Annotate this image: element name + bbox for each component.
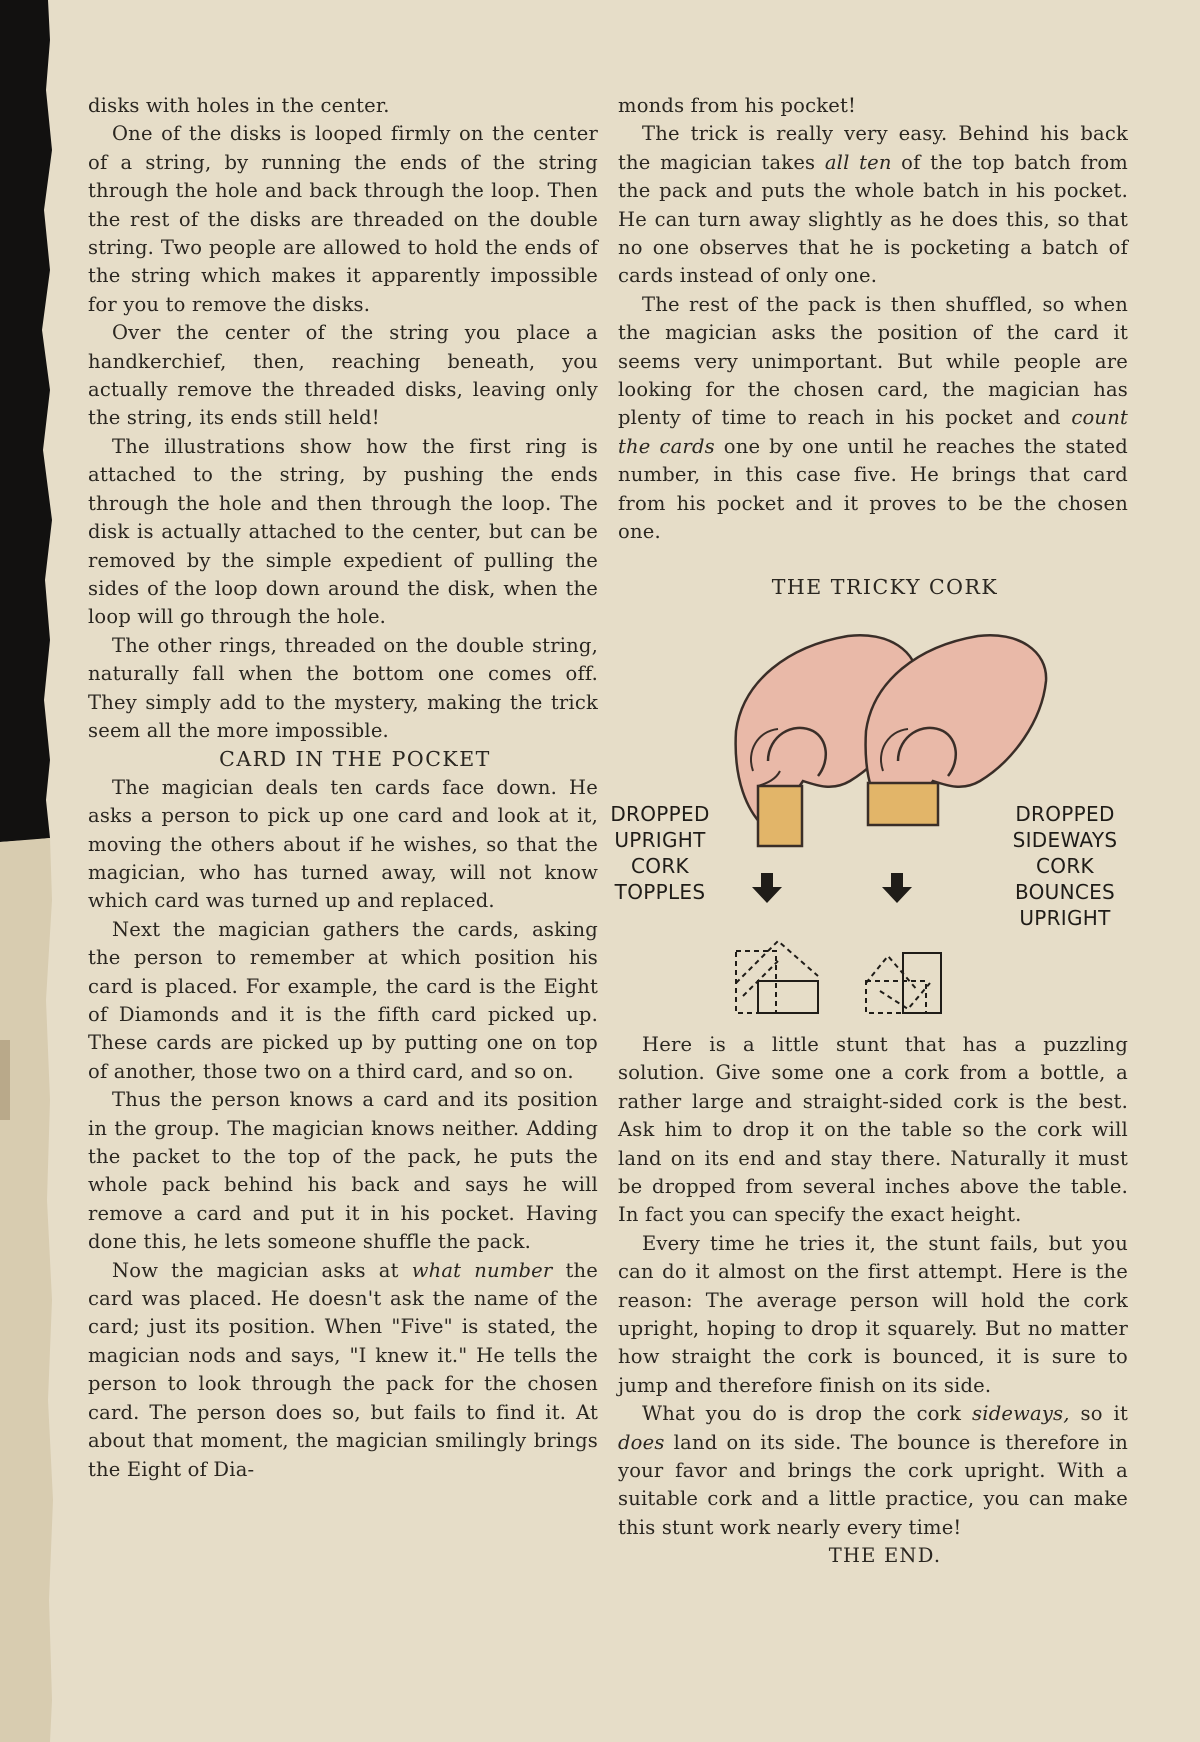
text-run: land on its side. The bounce is therefore in your favor and brings the cork upright. With a suitable cork and a little practice, you can make this stunt work nearly every time! <box>618 1430 1128 1539</box>
emphasis: all ten <box>824 150 892 174</box>
arrow-down-icon <box>882 873 912 903</box>
text-run: What you do is drop the cork <box>642 1402 973 1426</box>
text-run: The trick is really very easy. Behind his back the magician takes <box>618 122 1128 174</box>
emphasis: count the cards <box>618 406 1128 458</box>
paragraph: Here is a little stunt that has a puzzling solution. Give some one a cork from a bottle, a rather large and straight-sided cork is the best. Ask him to drop it on the table so the cork will land on its end and stay there. Naturally it must be dropped from several inches above the table. In fact you can specify the exact height. <box>618 1032 1128 1227</box>
paragraph <box>618 291 1128 547</box>
the-end: THE END. <box>828 1544 942 1568</box>
paragraph: monds from his pocket! <box>618 94 857 117</box>
section-heading-tricky-cork: THE TRICKY CORK <box>771 574 999 599</box>
text-run: of the top batch from the pack and puts the whole batch in his pocket. He can turn away slightly as he does this, so that no one observes that he is pocketing a batch of cards instead of only one. <box>618 150 1128 288</box>
section-heading-card-in-the-pocket: CARD IN THE POCKET <box>219 747 491 772</box>
text-run: The rest of the pack is then shuffled, so when the magician asks the position of the card it seems very unimportant. But while people are looking for the chosen card, the magician has plenty of time to reach in his pocket and <box>618 292 1128 430</box>
cork-bounces-diagram-icon <box>866 953 941 1013</box>
paragraph: Every time he tries it, the stunt fails, but you can do it almost on the first attempt. Here is the reason: The average person will hold the cork upright, hoping to drop it squarely. But no matter how straight the cork is bounced, it is sure to jump and therefore finish on its side. <box>618 1231 1128 1397</box>
paragraph: Next the magician gathers the cards, asking the person to remember at which position his card is placed. For example, the card is the Eight of Diamonds and it is the fifth card picked up. These cards are picked up by putting one on top of another, those two on a third card, and so on. <box>88 917 598 1083</box>
paragraph: Over the center of the string you place a handkerchief, then, reaching beneath, you actually remove the threaded disks, leaving only the string, its ends still held! <box>88 321 598 430</box>
cork-topples-diagram-icon <box>736 941 818 1013</box>
label-dropped-sideways: DROPPED SIDEWAYS CORK BOUNCES UPRIGHT <box>1012 801 1118 930</box>
text-run: so it <box>1069 1402 1129 1426</box>
arrow-down-icon <box>752 873 782 903</box>
torn-edge-icon <box>0 0 80 1742</box>
emphasis: sideways, <box>972 1402 1070 1426</box>
paragraph: disks with holes in the center. <box>88 94 390 117</box>
paragraph: The illustrations show how the first ring is attached to the string, by pushing the ends through the hole and then through the loop. The disk is actually attached to the center, but can be removed by the simple expedient of pulling the sides of the loop down around the disk, when the loop will go through the hole. <box>88 434 598 629</box>
cork-illustration <box>610 611 1128 1031</box>
paragraph <box>618 1400 1128 1542</box>
text-run: Now the magician asks at <box>112 1258 412 1282</box>
text-run: one by one until he reaches the stated number, in this case five. He brings that card from his pocket and it proves to be the chosen one. <box>618 434 1128 544</box>
cork-sideways-icon <box>868 783 938 825</box>
emphasis: what number <box>411 1258 553 1282</box>
paragraph: The magician deals ten cards face down. He asks a person to pick up one card and look at it, moving the others about if he wishes, so that the magician, who has turned away, will not know which card was turned up and replaced. <box>88 775 598 913</box>
paragraph: The other rings, threaded on the double string, naturally fall when the bottom one comes off. They simply add to the mystery, making the trick seem all the more impossible. <box>88 633 598 742</box>
paragraph: One of the disks is looped firmly on the center of a string, by running the ends of the string through the hole and back through the loop. Then the rest of the disks are threaded on the double string. Two people are allowed to hold the ends of the string which makes it apparently impossible for you to remove the disks. <box>88 122 598 316</box>
left-column <box>88 92 598 1484</box>
paragraph: Thus the person knows a card and its position in the group. The magician knows neither. Adding the packet to the top of the pack, he puts the whole pack behind his back and says he will remove a card and put it in his pocket. Having done this, he lets someone shuffle the pack. <box>88 1088 598 1254</box>
text-run: the card was placed. He doesn't ask the name of the card; just its position. When "Five" is stated, the magician nods and says, "I knew it." He tells the person to look through the pack for the chosen card. The person does so, but fails to find it. At about that moment, the magician smilingly brings the Eight of Dia- <box>88 1258 598 1481</box>
paragraph <box>618 120 1128 290</box>
right-column <box>610 92 1129 1571</box>
paragraph <box>88 1257 598 1484</box>
cork-upright-icon <box>758 786 802 846</box>
label-dropped-upright: DROPPED UPRIGHT CORK TOPPLES <box>610 801 710 904</box>
emphasis: does <box>618 1430 665 1454</box>
